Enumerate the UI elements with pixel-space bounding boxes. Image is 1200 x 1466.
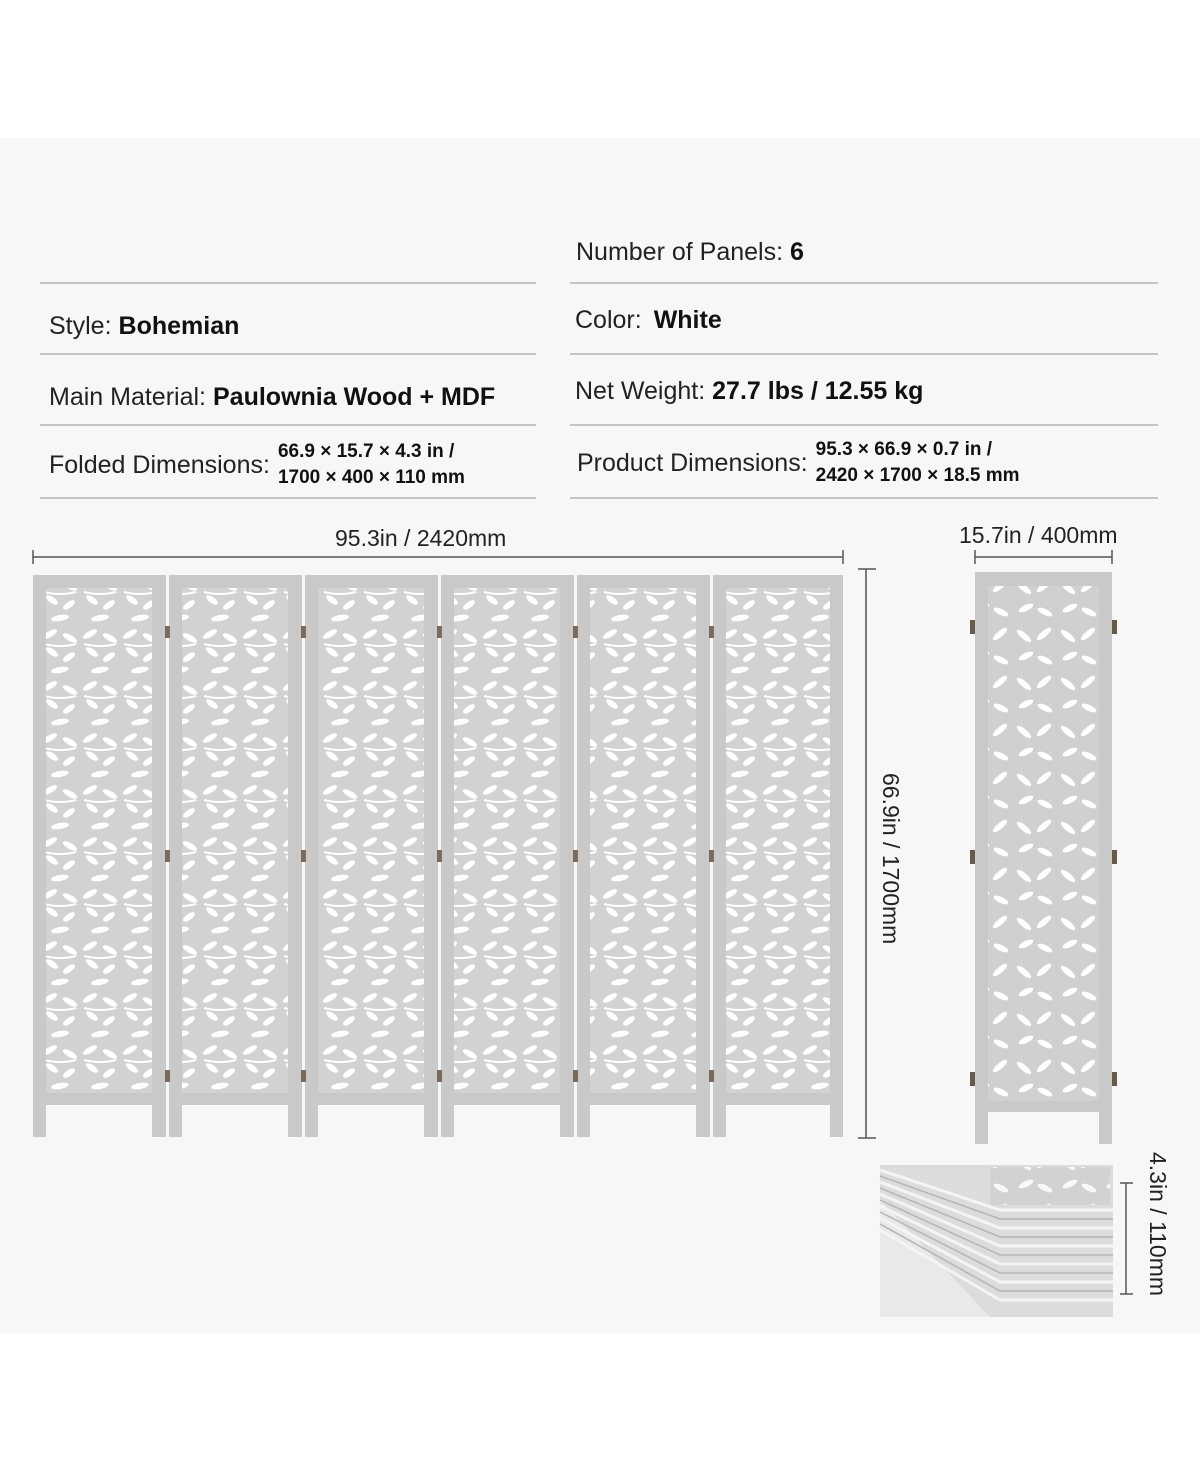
- spec-label: Color:: [575, 306, 642, 334]
- depth-dimension-label: 4.3in / 110mm: [1145, 1152, 1171, 1297]
- width-dimension-label: 95.3in / 2420mm: [335, 525, 507, 551]
- spec-label: Product Dimensions:: [577, 448, 808, 477]
- spec-label: Style:: [49, 312, 112, 340]
- spec-label: Folded Dimensions:: [49, 450, 270, 479]
- single-panel-side-view: [970, 572, 1117, 1144]
- spec-value-line: 66.9 × 15.7 × 4.3 in /: [277, 441, 455, 462]
- spec-value-line: 1700 × 400 × 110 mm: [277, 467, 465, 488]
- panel-width-dimension-label: 15.7in / 400mm: [959, 522, 1118, 548]
- spec-label: Net Weight:: [575, 377, 706, 405]
- spec-label: Main Material:: [49, 383, 206, 411]
- spec-value-line: 95.3 × 66.9 × 0.7 in /: [815, 439, 993, 460]
- spec-value: Bohemian: [118, 312, 240, 340]
- folded-stack-photo: [880, 1165, 1113, 1317]
- spec-value: White: [653, 306, 722, 334]
- spec-value-line: 2420 × 1700 × 18.5 mm: [815, 465, 1020, 486]
- height-dimension-label: 66.9in / 1700mm: [878, 773, 904, 945]
- spec-value: Paulownia Wood + MDF: [213, 383, 496, 411]
- spec-value: 27.7 lbs / 12.55 kg: [712, 377, 924, 405]
- spec-value: 6: [790, 238, 804, 266]
- six-panel-screen: [33, 575, 843, 1137]
- spec-label: Number of Panels:: [576, 238, 784, 266]
